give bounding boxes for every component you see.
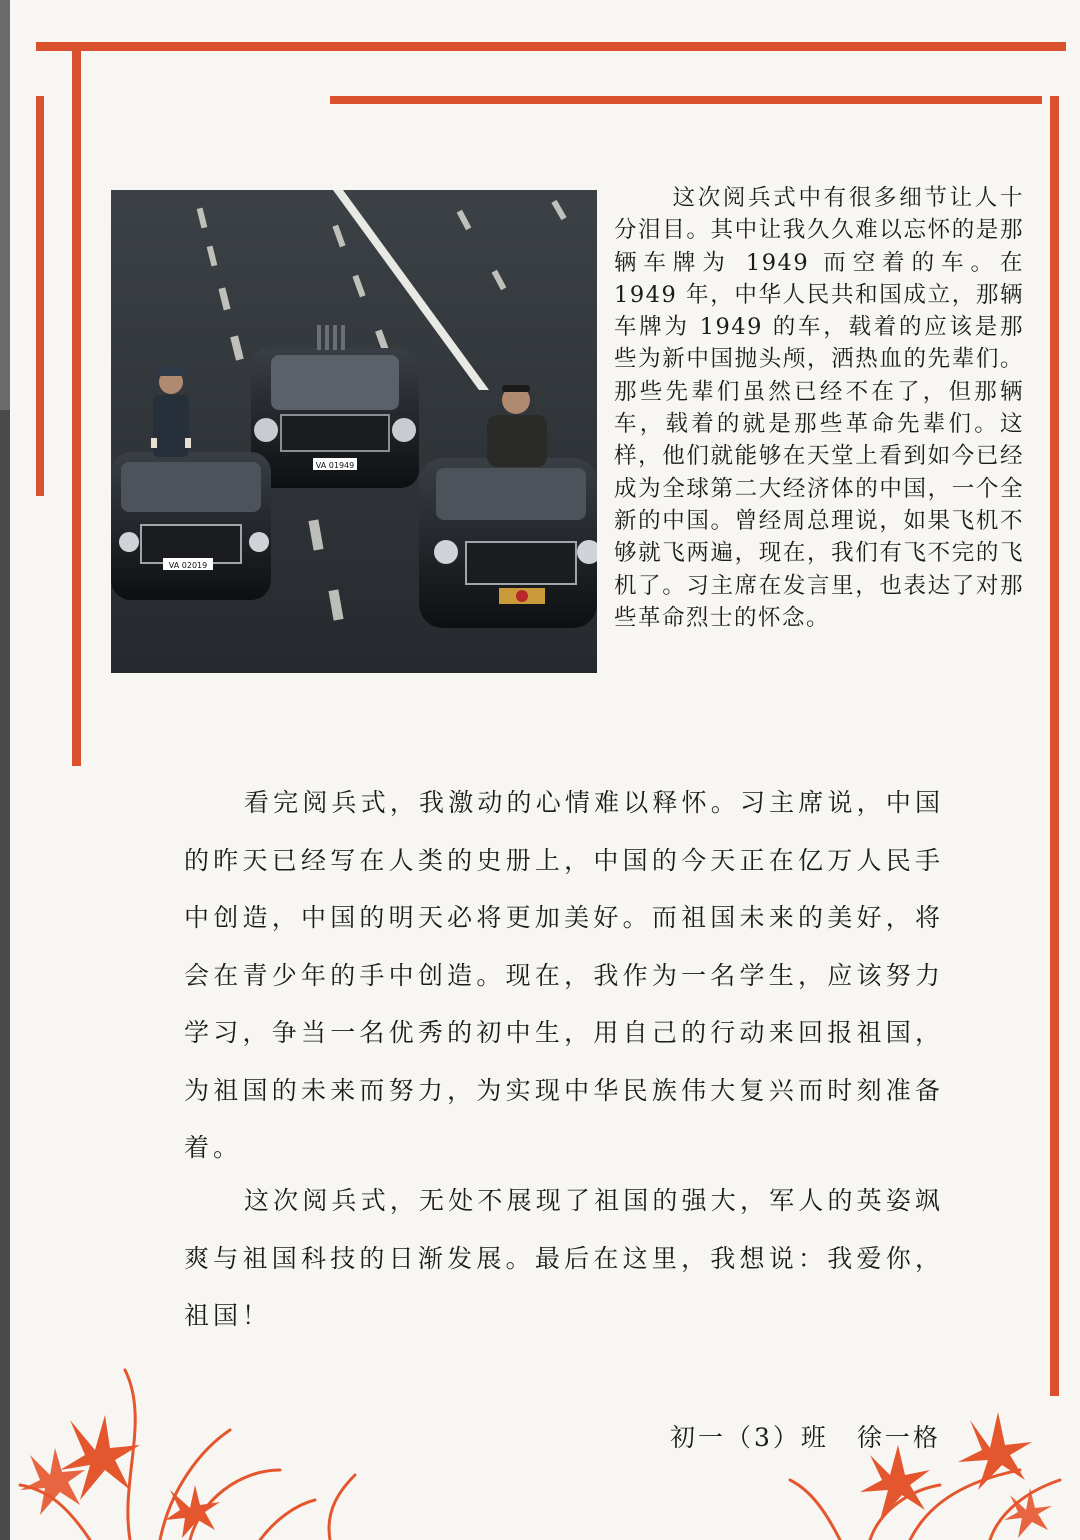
frame-top-inner-bar — [330, 96, 1042, 104]
background-edge — [0, 410, 10, 1540]
parade-photo — [111, 190, 597, 673]
paragraph-2: 看完阅兵式，我激动的心情难以释怀。习主席说，中国的昨天已经写在人类的史册上，中国的今天正在亿万人民手中创造，中国的明天必将更加美好。而祖国未来的美好，将会在青少年的手中创造。现在，我作为一名学生，应该努力学习，争当一名优秀的初中生，用自己的行动来回报祖国，为祖国的未来而努力，为实现中华民族伟大复兴而时刻准备着。 — [184, 788, 944, 1162]
center-plate: VA 01949 — [315, 461, 355, 470]
side-paragraph: 这次阅兵式中有很多细节让人十分泪目。其中让我久久难以忘怀的是那辆车牌为 1949 而空着的车。在 1949 年，中华人民共和国成立，那辆车牌为 1949 的车，载着的应该是那些为新中国抛头颅，洒热血的先辈们。那些先辈们虽然已经不在了，但那辆车，载着的就是那些革命先辈们。这样，他们就能够在天堂上看到如今已经成为全球第二大经济体的中国，一个全新的中国。曾经周总理说，如果飞机不够就飞两遍，现在，我们有飞不完的飞机了。习主席在发言里，也表达了对那些革命烈士的怀念。 — [614, 185, 1024, 631]
left-plate: VA 02019 — [168, 561, 208, 570]
frame-top-bar — [36, 42, 1066, 51]
parade-photo-illustration — [111, 190, 597, 673]
paragraph-3: 这次阅兵式，无处不展现了祖国的强大，军人的英姿飒爽与祖国科技的日渐发展。最后在这里，我想说：我爱你，祖国！ — [184, 1186, 944, 1330]
newspaper-page — [10, 0, 1080, 1540]
frame-left-bar-outer — [36, 96, 44, 496]
frame-right-bar — [1050, 96, 1059, 1396]
frame-left-bar-inner — [72, 42, 81, 766]
author-signature: 初一（3）班 徐一格 — [670, 1423, 941, 1452]
lily-decoration — [10, 1360, 1080, 1540]
